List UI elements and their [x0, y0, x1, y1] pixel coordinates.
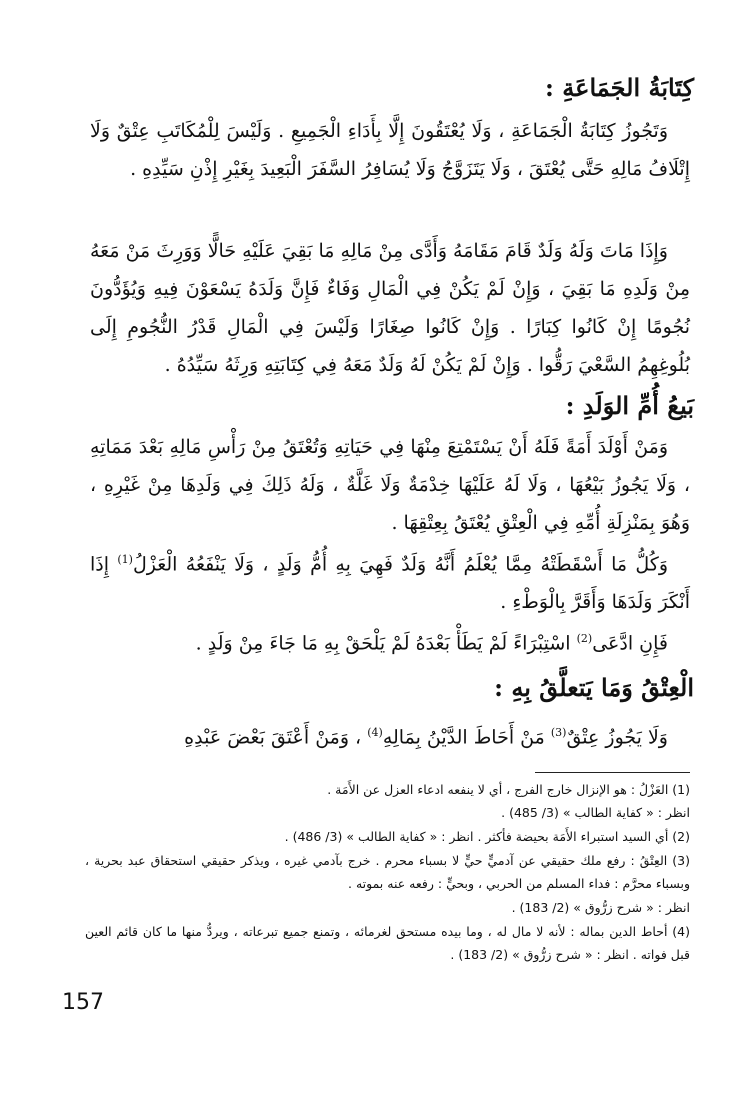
paragraph-5-text-b: اسْتِبْرَاءً لَمْ يَطَأْ بَعْدَهُ لَمْ يَلْحَقْ بِهِ مَا جَاءَ مِنْ وَلَدٍ . [195, 632, 577, 655]
paragraph-2: وَإِذَا مَاتَ وَلَهُ وَلَدٌ قَامَ مَقَامَهُ وَأَدَّى مِنْ مَالِهِ مَا بَقِيَ عَلَيْهِ حَالًّا وَوَرِثَ مَنْ مَعَهُ مِنْ وَلَدِهِ مَا بَقِيَ ، وَإِنْ لَمْ يَكُنْ فِي الْمَالِ وَفَاءٌ فَإِنَّ وَلَدَهُ يَسْعَوْنَ فِيهِ وَيُؤَدُّونَ نُجُومًا إِنْ كَانُوا كِبَارًا . وَإِنْ كَانُوا صِغَارًا وَلَيْسَ فِي الْمَالِ قَدْرُ النُّجُومِ إِلَى بُلُوغِهِمُ السَّعْيَ رَقُّوا . وَإِنْ لَمْ يَكُنْ لَهُ وَلَدٌ مَعَهُ فِي كِتَابَتِهِ وَرِثَهُ سَيِّدُهُ . [90, 240, 690, 376]
paragraph-4-text-b: إِذَا أَنْكَرَ وَلَدَهَا وَأَقَرَّ بِالْوَطْءِ . [90, 553, 690, 614]
footnote-ref-2: (2) [576, 632, 593, 645]
heading-al-itq: الْعِتْقُ وَمَا يَتعلَّقُ بِهِ : [494, 673, 694, 702]
footnote-ref-1: (1) [117, 553, 133, 566]
footnote-1: (1) العَزْلُ : هو الإنزال خارج الفرج ، أي لا ينفعه ادعاء العزل عن الأَمَة . [327, 782, 690, 797]
footnote-2: (2) أي السيد استبراء الأَمَة بحيضة فأكثر . انظر : « كفاية الطالب » (3/ 486) . [284, 829, 690, 844]
paragraph-6-text-b: مَنْ أَحَاطَ الدَّيْنُ بِمَالِهِ [382, 726, 551, 749]
paragraph-5-text-a: فَإِنِ ادَّعَى [592, 632, 668, 655]
heading-bay-umm-al-walad: بَيعُ أُمِّ الوَلَدِ : [565, 391, 694, 420]
page-number: 157 [62, 990, 104, 1015]
paragraph-4-text-a: وَكُلُّ مَا أَسْقَطَتْهُ مِمَّا يُعْلَمُ أَنَّهُ وَلَدٌ فَهِيَ بِهِ أُمُّ وَلَدٍ ، وَلَا يَنْفَعُهُ الْعَزْلُ [132, 553, 669, 576]
footnote-ref-4: (4) [367, 726, 383, 739]
footnote-1-reference: انظر : « كفاية الطالب » (3/ 485) . [501, 805, 690, 820]
heading-kitabat-al-jamaa: كِتَابَةُ الجَمَاعَةِ : [545, 73, 694, 102]
footnote-3: (3) العِتْقُ : رفع ملك حقيقي عن آدميٍّ حيٍّ لا بسباء محرم . خرج بآدمي غيره ، ويذكر حقيقي استحقاق عبد بحرية ، وبسباء محرَّم : فداء المسلم من الحربي ، وبحيٍّ : رفعه عنه بموته . [85, 853, 690, 891]
footnote-3-reference: انظر : « شرح زرُّوق » (2/ 183) . [511, 900, 690, 915]
paragraph-1: وَتَجُوزُ كِتَابَةُ الْجَمَاعَةِ ، وَلَا يُعْتَقُونَ إِلَّا بِأَدَاءِ الْجَمِيعِ . وَلَيْسَ لِلْمُكَاتَبِ عِتْقٌ وَلَا إِتْلَافُ مَالِهِ حَتَّى يُعْتَقَ ، وَلَا يَتَزَوَّجُ وَلَا يُسَافِرُ السَّفَرَ الْبَعِيدَ بِغَيْرِ إِذْنِ سَيِّدِهِ . [90, 120, 690, 180]
paragraph-4 [90, 541, 690, 621]
paragraph-3: وَمَنْ أَوْلَدَ أَمَةً فَلَهُ أَنْ يَسْتَمْتِعَ مِنْهَا فِي حَيَاتِهِ وَتُعْتَقُ مِنْ رَأْسِ مَالِهِ بَعْدَ مَمَاتِهِ ، وَلَا يَجُوزُ بَيْعُهَا ، وَلَا لَهُ عَلَيْهَا خِدْمَةٌ وَلَا غَلَّةٌ ، وَلَهُ ذَلِكَ فِي وَلَدِهَا مِنْ غَيْرِهِ ، وَهُوَ بِمَنْزِلَةِ أُمِّهِ فِي الْعِتْقِ يُعْتَقُ بِعِتْقِهَا . [90, 436, 690, 534]
footnote-ref-3: (3) [550, 726, 567, 739]
paragraph-5 [90, 620, 690, 662]
footnote-4: (4) أحاط الدين بماله : لأنه لا مال له ، وما بيده مستحق لغرمائه ، وتمنع جميع تبرعاته ، ويردُّ منها ما كان قائم العين قبل فواته . انظر : « شرح زرُّوق » (2/ 183) . [85, 924, 690, 962]
paragraph-6-text-a: وَلَا يَجُوزُ عِتْقٌ [566, 726, 668, 749]
paragraph-6 [90, 714, 690, 756]
footnote-separator [535, 772, 690, 773]
paragraph-6-text-c: ، وَمَنْ أَعْتَقَ بَعْضَ عَبْدِهِ [184, 726, 368, 749]
